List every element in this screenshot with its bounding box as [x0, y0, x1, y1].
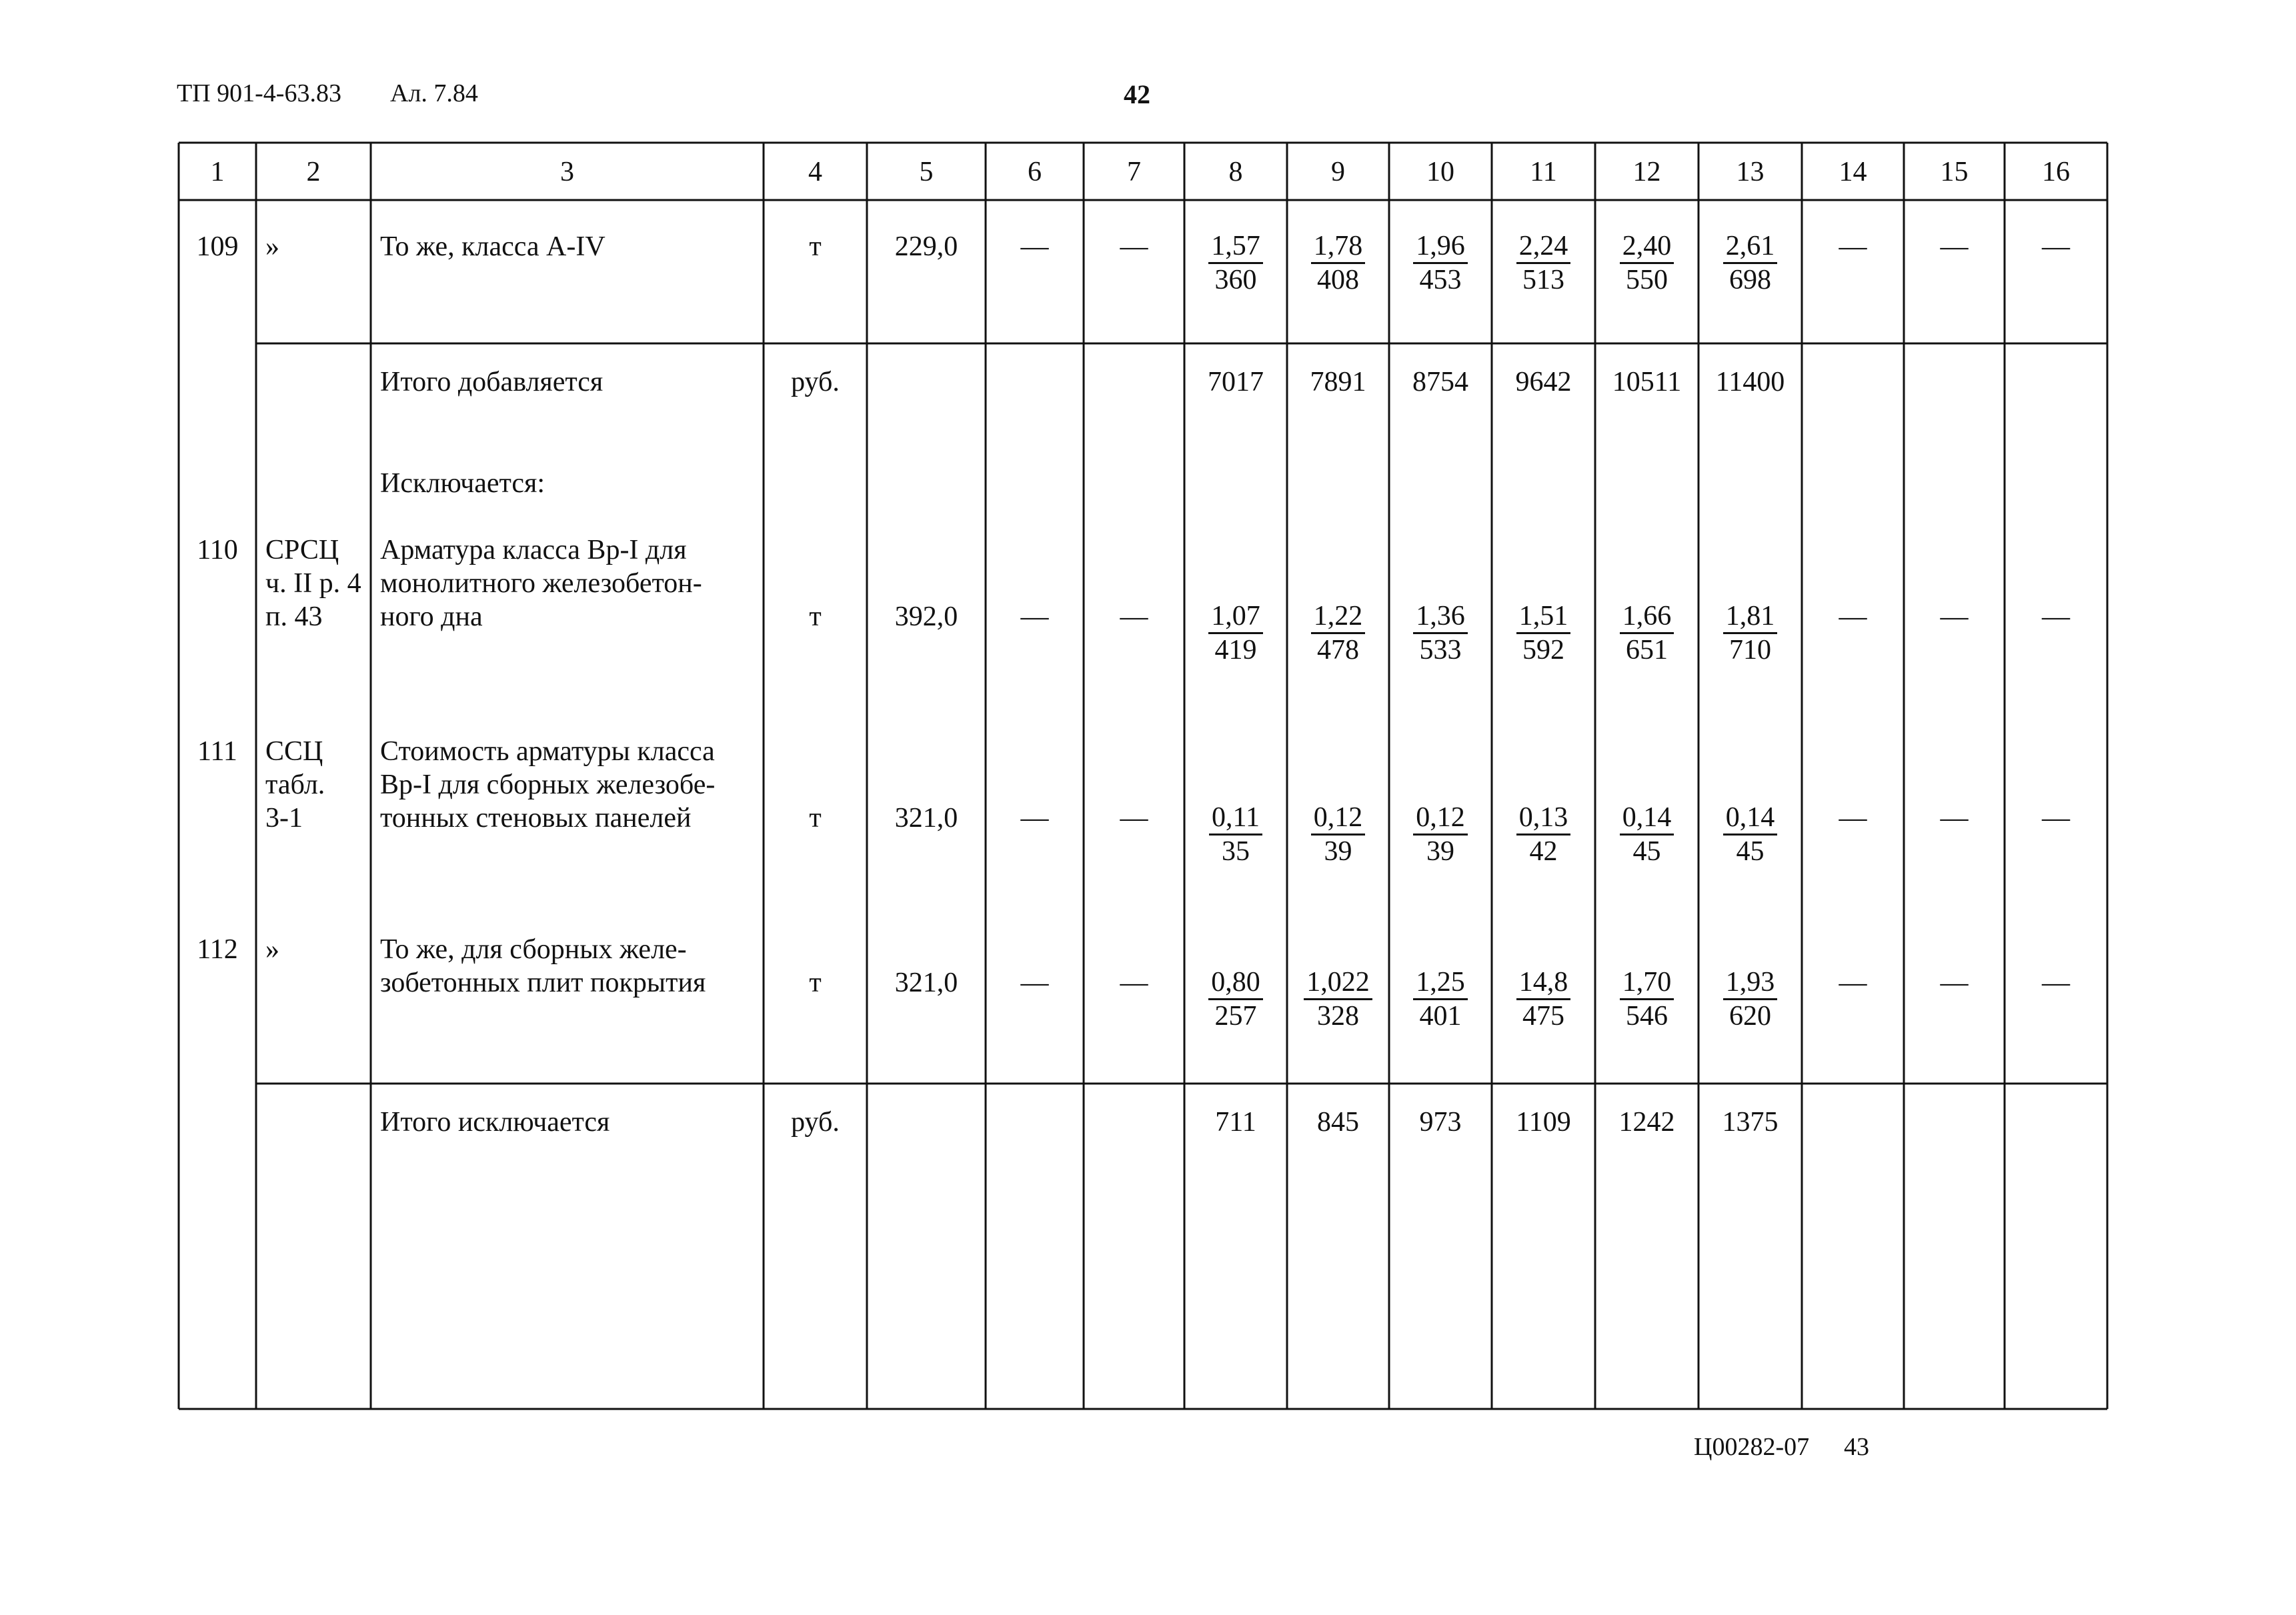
fraction-value — [1389, 230, 1492, 296]
dash-cell: — — [1839, 968, 1867, 998]
fraction-denominator: 550 — [1626, 265, 1668, 295]
column-header: 14 — [1839, 157, 1867, 187]
fraction-denominator: 592 — [1522, 635, 1564, 665]
fraction-denominator: 257 — [1214, 1001, 1257, 1032]
source-reference: 3-1 — [265, 803, 303, 834]
fraction-denominator: 478 — [1317, 635, 1359, 665]
fraction-denominator: 35 — [1221, 836, 1250, 867]
dash-cell: — — [1120, 968, 1148, 998]
dash-cell: — — [1020, 601, 1049, 632]
fraction-value — [1698, 966, 1802, 1032]
item-name: Итого исключается — [380, 1107, 610, 1138]
fraction-value — [1698, 801, 1802, 868]
column-header: 12 — [1632, 157, 1661, 187]
source-reference: СРСЦ — [265, 535, 339, 565]
total-value: 845 — [1317, 1107, 1359, 1138]
column-header: 6 — [1028, 157, 1042, 187]
album-number: Ал. 7.84 — [390, 79, 478, 107]
item-name: Исключается: — [380, 468, 545, 499]
document-code: ТП 901-4-63.83 — [177, 79, 341, 107]
total-value: 9642 — [1515, 367, 1572, 397]
dash-cell: — — [1940, 231, 1969, 262]
unit-price: 392,0 — [894, 601, 958, 632]
fraction-numerator: 0,11 — [1209, 801, 1262, 836]
fraction-value — [1389, 600, 1492, 666]
dash-cell: — — [1940, 968, 1969, 998]
column-header: 13 — [1736, 157, 1765, 187]
dash-cell: — — [1940, 803, 1969, 834]
fraction-numerator: 14,8 — [1516, 966, 1571, 1000]
fraction-denominator: 45 — [1736, 836, 1765, 867]
column-header: 7 — [1127, 157, 1141, 187]
item-name: ного дна — [380, 601, 483, 632]
column-header: 11 — [1530, 157, 1557, 187]
fraction-value — [1389, 801, 1492, 868]
fraction-numerator: 1,93 — [1723, 966, 1778, 1000]
item-name: Вр-I для сборных железобе- — [380, 769, 716, 800]
item-name: тонных стеновых панелей — [380, 803, 692, 834]
source-reference: » — [265, 934, 279, 965]
fraction-value — [1389, 966, 1492, 1032]
fraction-value — [1595, 966, 1698, 1032]
fraction-value — [1595, 801, 1698, 868]
fraction-numerator: 0,12 — [1413, 801, 1468, 836]
fraction-numerator: 1,81 — [1723, 600, 1778, 634]
item-name: Стоимость арматуры класса — [380, 736, 715, 767]
dash-cell: — — [1120, 803, 1148, 834]
fraction-value — [1492, 801, 1595, 868]
row-number: 112 — [197, 934, 238, 965]
unit-price: 321,0 — [894, 803, 958, 834]
fraction-numerator: 1,66 — [1620, 600, 1674, 634]
column-header: 10 — [1426, 157, 1454, 187]
fraction-numerator: 0,13 — [1516, 801, 1571, 836]
unit: руб. — [791, 1107, 840, 1138]
fraction-numerator: 1,22 — [1311, 600, 1366, 634]
dash-cell: — — [1020, 231, 1049, 262]
total-value: 711 — [1215, 1107, 1256, 1138]
fraction-value — [1287, 230, 1389, 296]
unit: т — [809, 231, 822, 262]
fraction-denominator: 513 — [1522, 265, 1564, 295]
column-header: 2 — [306, 157, 321, 187]
fraction-value — [1287, 966, 1389, 1032]
fraction-denominator: 620 — [1729, 1001, 1771, 1032]
fraction-denominator: 546 — [1626, 1001, 1668, 1032]
fraction-numerator: 1,07 — [1208, 600, 1263, 634]
fraction-numerator: 2,61 — [1723, 230, 1778, 264]
fraction-value — [1184, 600, 1287, 666]
unit: т — [809, 803, 822, 834]
fraction-numerator: 1,51 — [1516, 600, 1571, 634]
column-header: 15 — [1940, 157, 1969, 187]
dash-cell: — — [1940, 601, 1969, 632]
total-value: 1242 — [1618, 1107, 1675, 1138]
total-value: 10511 — [1612, 367, 1682, 397]
fraction-denominator: 419 — [1214, 635, 1257, 665]
source-reference: ССЦ — [265, 736, 323, 767]
fraction-numerator: 2,40 — [1620, 230, 1674, 264]
item-name: зобетонных плит покрытия — [380, 968, 706, 998]
fraction-numerator: 0,14 — [1723, 801, 1778, 836]
unit-price: 321,0 — [894, 968, 958, 998]
dash-cell: — — [1839, 231, 1867, 262]
column-header: 16 — [2042, 157, 2070, 187]
fraction-denominator: 408 — [1317, 265, 1359, 295]
footer-code: Ц00282-07 — [1694, 1433, 1810, 1461]
dash-cell: — — [2042, 803, 2070, 834]
source-reference: » — [265, 231, 279, 262]
column-header: 1 — [210, 157, 225, 187]
fraction-denominator: 651 — [1626, 635, 1668, 665]
fraction-value — [1287, 801, 1389, 868]
dash-cell: — — [2042, 601, 2070, 632]
fraction-numerator: 1,57 — [1208, 230, 1263, 264]
unit: руб. — [791, 367, 840, 397]
fraction-value — [1595, 230, 1698, 296]
fraction-denominator: 42 — [1529, 836, 1558, 867]
fraction-denominator: 360 — [1214, 265, 1257, 295]
source-reference: табл. — [265, 769, 325, 800]
fraction-numerator: 1,022 — [1304, 966, 1372, 1000]
dash-cell: — — [1120, 601, 1148, 632]
total-value: 973 — [1419, 1107, 1462, 1138]
fraction-value — [1595, 600, 1698, 666]
fraction-denominator: 475 — [1522, 1001, 1564, 1032]
fraction-value — [1184, 966, 1287, 1032]
fraction-numerator: 1,96 — [1413, 230, 1468, 264]
dash-cell: — — [1120, 231, 1148, 262]
dash-cell: — — [2042, 968, 2070, 998]
fraction-numerator: 2,24 — [1516, 230, 1571, 264]
fraction-denominator: 453 — [1419, 265, 1462, 295]
item-name: Итого добавляется — [380, 367, 604, 397]
fraction-numerator: 0,14 — [1620, 801, 1674, 836]
fraction-value — [1698, 230, 1802, 296]
fraction-value — [1492, 966, 1595, 1032]
footer-number: 43 — [1844, 1433, 1869, 1461]
fraction-numerator: 0,12 — [1311, 801, 1366, 836]
unit-price: 229,0 — [894, 231, 958, 262]
column-header: 9 — [1331, 157, 1345, 187]
fraction-numerator: 1,70 — [1620, 966, 1674, 1000]
fraction-denominator: 710 — [1729, 635, 1771, 665]
fraction-value — [1184, 801, 1287, 868]
unit: т — [809, 601, 822, 632]
dash-cell: — — [2042, 231, 2070, 262]
fraction-value — [1184, 230, 1287, 296]
dash-cell: — — [1020, 803, 1049, 834]
fraction-numerator: 1,78 — [1311, 230, 1366, 264]
fraction-denominator: 698 — [1729, 265, 1771, 295]
row-number: 111 — [197, 736, 237, 767]
item-name: Арматура класса Вр-I для — [380, 535, 687, 565]
row-number: 109 — [196, 231, 239, 262]
fraction-numerator: 1,36 — [1413, 600, 1468, 634]
page-number: 42 — [1124, 79, 1150, 109]
item-name: монолитного железобетон- — [380, 568, 702, 599]
source-reference: п. 43 — [265, 601, 323, 632]
unit: т — [809, 968, 822, 998]
source-reference: ч. II р. 4 — [265, 568, 361, 599]
total-value: 11400 — [1715, 367, 1785, 397]
column-header: 8 — [1228, 157, 1243, 187]
fraction-value — [1492, 600, 1595, 666]
total-value: 7891 — [1310, 367, 1366, 397]
item-name: То же, класса А-IV — [380, 231, 606, 262]
fraction-numerator: 0,80 — [1208, 966, 1263, 1000]
total-value: 1109 — [1516, 1107, 1571, 1138]
fraction-denominator: 328 — [1317, 1001, 1359, 1032]
fraction-numerator: 1,25 — [1413, 966, 1468, 1000]
fraction-value — [1492, 230, 1595, 296]
dash-cell: — — [1020, 968, 1049, 998]
column-header: 3 — [560, 157, 574, 187]
dash-cell: — — [1839, 601, 1867, 632]
fraction-denominator: 533 — [1419, 635, 1462, 665]
column-header: 4 — [808, 157, 822, 187]
row-number: 110 — [197, 535, 238, 565]
fraction-value — [1287, 600, 1389, 666]
total-value: 1375 — [1722, 1107, 1779, 1138]
item-name: То же, для сборных желе- — [380, 934, 687, 965]
total-value: 8754 — [1412, 367, 1468, 397]
fraction-value — [1698, 600, 1802, 666]
fraction-denominator: 401 — [1419, 1001, 1462, 1032]
fraction-denominator: 45 — [1632, 836, 1661, 867]
fraction-denominator: 39 — [1324, 836, 1352, 867]
column-header: 5 — [919, 157, 934, 187]
total-value: 7017 — [1208, 367, 1264, 397]
dash-cell: — — [1839, 803, 1867, 834]
fraction-denominator: 39 — [1426, 836, 1454, 867]
